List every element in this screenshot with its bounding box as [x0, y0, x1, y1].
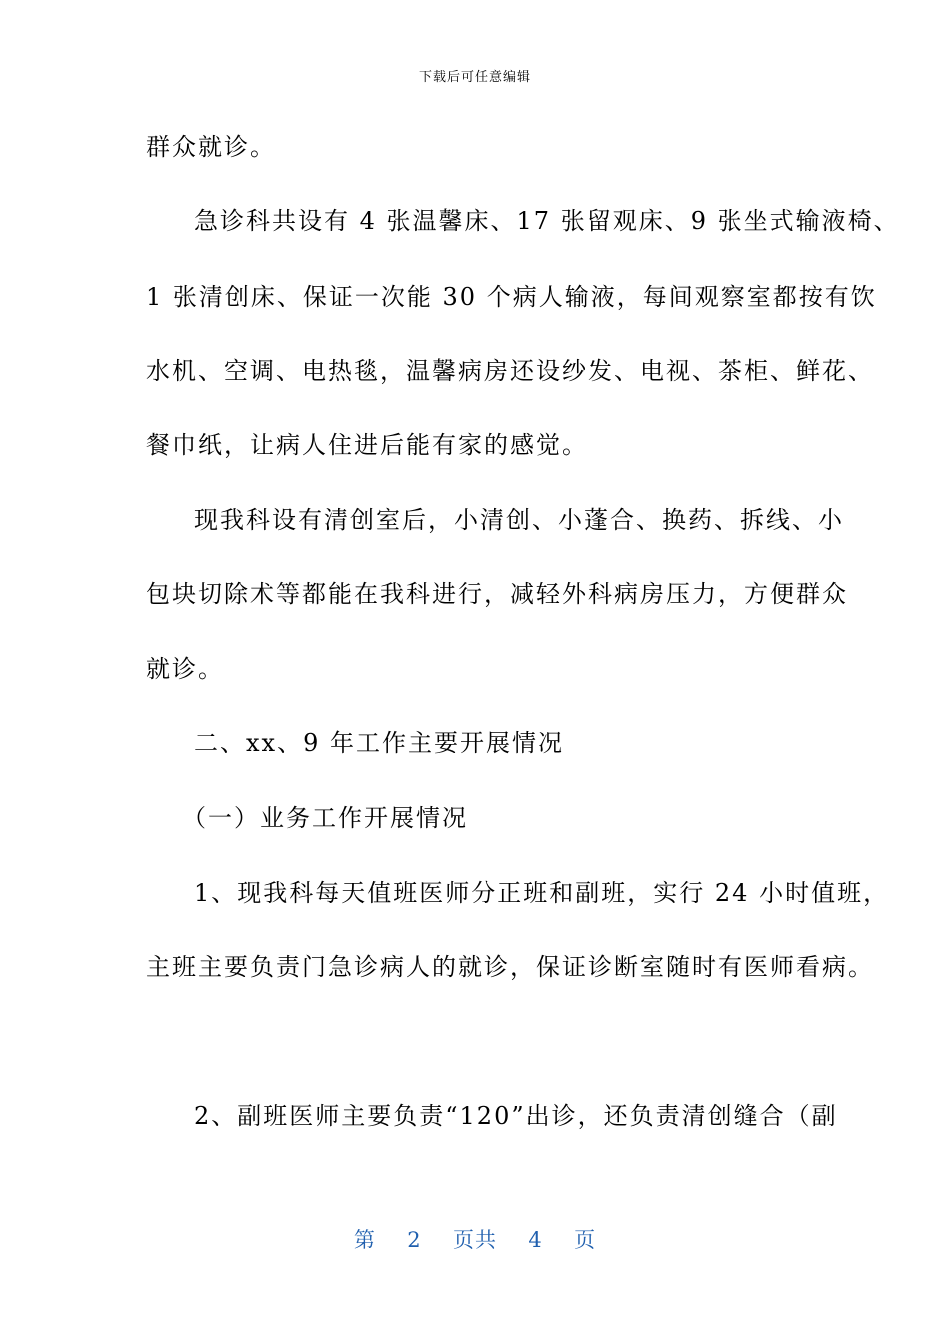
footer-page-number: 2: [407, 1228, 422, 1252]
page-header-note: 下载后可任意编辑: [418, 70, 531, 85]
footer-middle: 页共: [453, 1228, 497, 1252]
footer-prefix: 第: [353, 1228, 376, 1252]
body-line: 包块切除术等都能在我科进行，减轻外科病房压力，方便群众: [146, 580, 848, 608]
body-line: 现我科设有清创室后，小清创、小蓬合、换药、拆线、小: [194, 506, 844, 534]
section-heading: 二、xx、9 年工作主要开展情况: [194, 729, 564, 757]
body-line: 2、副班医师主要负责“120”出诊，还负责清创缝合（副: [194, 1102, 838, 1130]
body-line: 1、现我科每天值班医师分正班和副班，实行 24 小时值班，: [194, 879, 890, 907]
body-line: 群众就诊。: [146, 133, 276, 161]
footer-suffix: 页: [574, 1228, 597, 1252]
footer-total-pages: 4: [528, 1228, 543, 1252]
body-line: 1 张清创床、保证一次能 30 个病人输液，每间观察室都按有饮: [146, 283, 877, 311]
body-line: 餐巾纸，让病人住进后能有家的感觉。: [146, 431, 588, 459]
body-line: 水机、空调、电热毯，温馨病房还设纱发、电视、茶柜、鲜花、: [146, 357, 874, 385]
page-footer: [0, 1224, 950, 1254]
body-line: 急诊科共设有 4 张温馨床、17 张留观床、9 张坐式输液椅、: [194, 207, 900, 235]
body-line: 就诊。: [146, 655, 224, 683]
subsection-heading: （一）业务工作开展情况: [182, 804, 468, 832]
body-line: 主班主要负责门急诊病人的就诊，保证诊断室随时有医师看病。: [146, 953, 874, 981]
